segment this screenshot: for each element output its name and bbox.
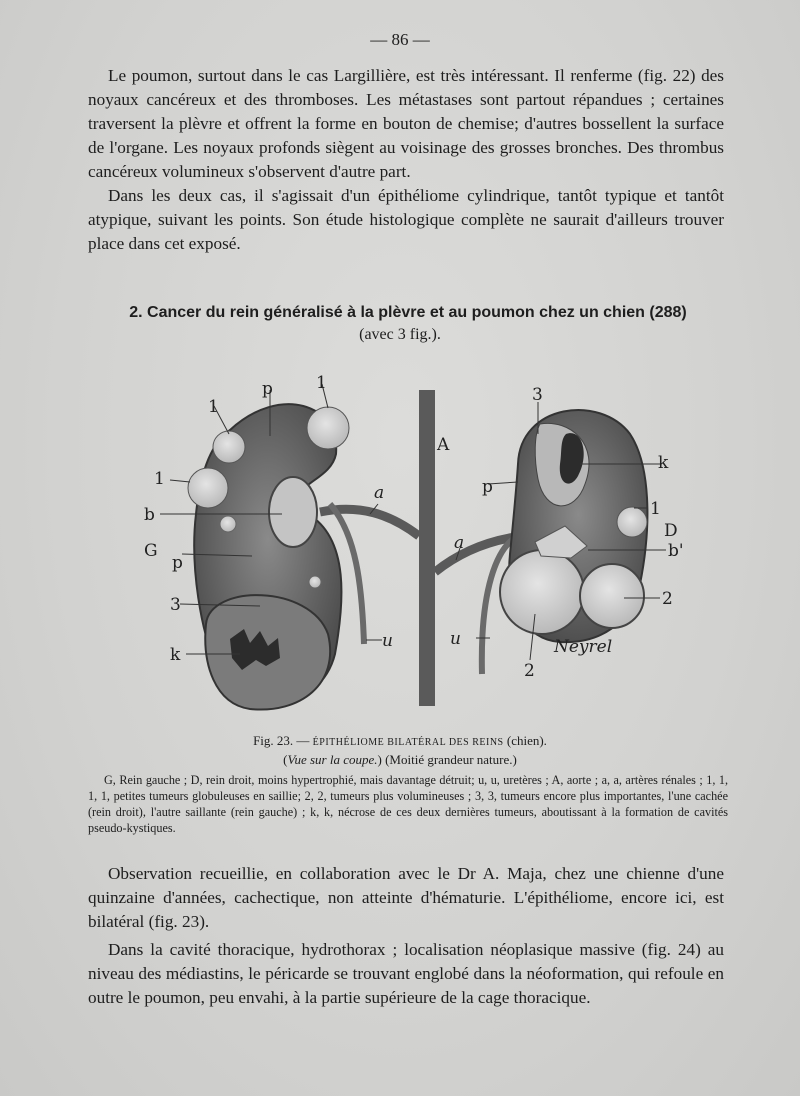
- left-kidney-hilum-b: [269, 477, 317, 547]
- label-one: 1: [154, 469, 165, 489]
- observation-text-2: Dans la cavité thoracique, hydrothorax ; localisation néoplasique massive (fig. 24) au niveau des médiastins, le péricarde se trouvant englobé dans la néoformation, qui refoule en outre le poumon, peu envahi, à la partie supérieure de la cage thoracique.: [88, 940, 724, 1007]
- intro-paragraph-1: [88, 64, 724, 184]
- label-D: D: [664, 521, 678, 541]
- tumor-1-left: [188, 468, 228, 508]
- observation-section: [88, 862, 724, 1014]
- intro-text-1: Le poumon, surtout dans le cas Largillière, est très intéressant. Il renferme (fig. 22) des noyaux cancéreux et des thromboses. Les métastases sont partout répandues ; certaines traversent la plèvre et offrent la forme en bouton de chemise; d'autres bossellent la surface de l'organe. Les noyaux profonds siègent au voisinage des grosses bronches. Des thrombus cancéreux volumineux s'observent d'autre part.: [88, 66, 724, 181]
- label-three: 3: [170, 595, 181, 615]
- label-one: 1: [208, 397, 219, 417]
- label-one: 1: [650, 499, 661, 519]
- tumor-2-right-b: [580, 564, 644, 628]
- caption-title: ÉPITHÉLIOME BILATÉRAL DES REINS: [312, 737, 504, 748]
- label-k: k: [658, 453, 669, 473]
- section-subtitle: (avec 3 fig.).: [359, 326, 441, 343]
- caption-scale: (Moitié grandeur nature.): [385, 752, 517, 767]
- tumor-1-top-left: [213, 431, 245, 463]
- tumor-1-right: [617, 507, 647, 537]
- label-A: A: [437, 435, 450, 455]
- label-one: 1: [316, 373, 327, 393]
- figure-kidneys: [130, 364, 710, 724]
- tumor-small: [220, 516, 236, 532]
- intro-text-2: Dans les deux cas, il s'agissait d'un épithéliome cylindrique, tantôt typique et tantôt atypique, suivant les points. Son étude histologique complète ne saurait d'ailleurs trouver place dans cet exposé.: [88, 186, 724, 253]
- label-p: p: [172, 553, 183, 573]
- label-u: u: [450, 629, 461, 649]
- label-k: k: [170, 645, 181, 665]
- illustrator-signature: Neyrel: [554, 637, 613, 657]
- figure-legend: [88, 772, 728, 836]
- legend-text: G, Rein gauche ; D, rein droit, moins hypertrophié, mais davantage détruit; u, u, uretères ; A, aorte ; a, a, artères rénales ; 1, 1, 1, 1, petites tumeurs globuleuses en saillie; 2, 2, tumeurs plus volumineuses ; 3, 3, tumeurs encore plus importantes, l'une cachée (rein droit), l'autre saillante (rein gauche) ; k, k, nécrose de ces deux dernières tumeurs, aboutissant à la formation de cavités pseudo-kystiques.: [88, 773, 728, 835]
- aorta: [419, 390, 435, 706]
- caption-fig: Fig. 23. —: [253, 733, 310, 748]
- label-two: 2: [524, 661, 535, 681]
- label-p: p: [482, 477, 493, 497]
- label-three: 3: [532, 385, 543, 405]
- label-a: a: [374, 483, 385, 503]
- section-title: 2. Cancer du rein généralisé à la plèvre et au poumon chez un chien (288): [129, 304, 687, 321]
- figure-caption: Fig. 23. — ÉPITHÉLIOME BILATÉRAL DES REINS (chien). (Vue sur la coupe.) (Moitié grandeur nature.): [253, 733, 547, 767]
- label-a: a: [454, 533, 465, 553]
- intro-paragraph-2: [88, 184, 724, 256]
- caption-species: (chien).: [506, 733, 547, 748]
- label-two: 2: [662, 589, 673, 609]
- label-b: b: [144, 505, 155, 525]
- tumor-1-top-right: [307, 407, 349, 449]
- observation-text-1: Observation recueillie, en collaboration avec le Dr A. Maja, chez une chienne d'une quinzaine d'années, cachectique, non atteinte d'hématurie. L'épithéliome, encore ici, est bilatéral (fig. 23).: [88, 864, 724, 931]
- label-b-prime: b': [668, 541, 684, 561]
- tumor-small-2: [309, 576, 321, 588]
- label-G: G: [144, 541, 158, 561]
- tumor-2-right-a: [500, 550, 584, 634]
- caption-view: Vue sur la coupe.: [287, 752, 378, 767]
- label-p: p: [262, 379, 273, 399]
- page-number: — 86 —: [370, 30, 430, 49]
- label-u: u: [382, 631, 393, 651]
